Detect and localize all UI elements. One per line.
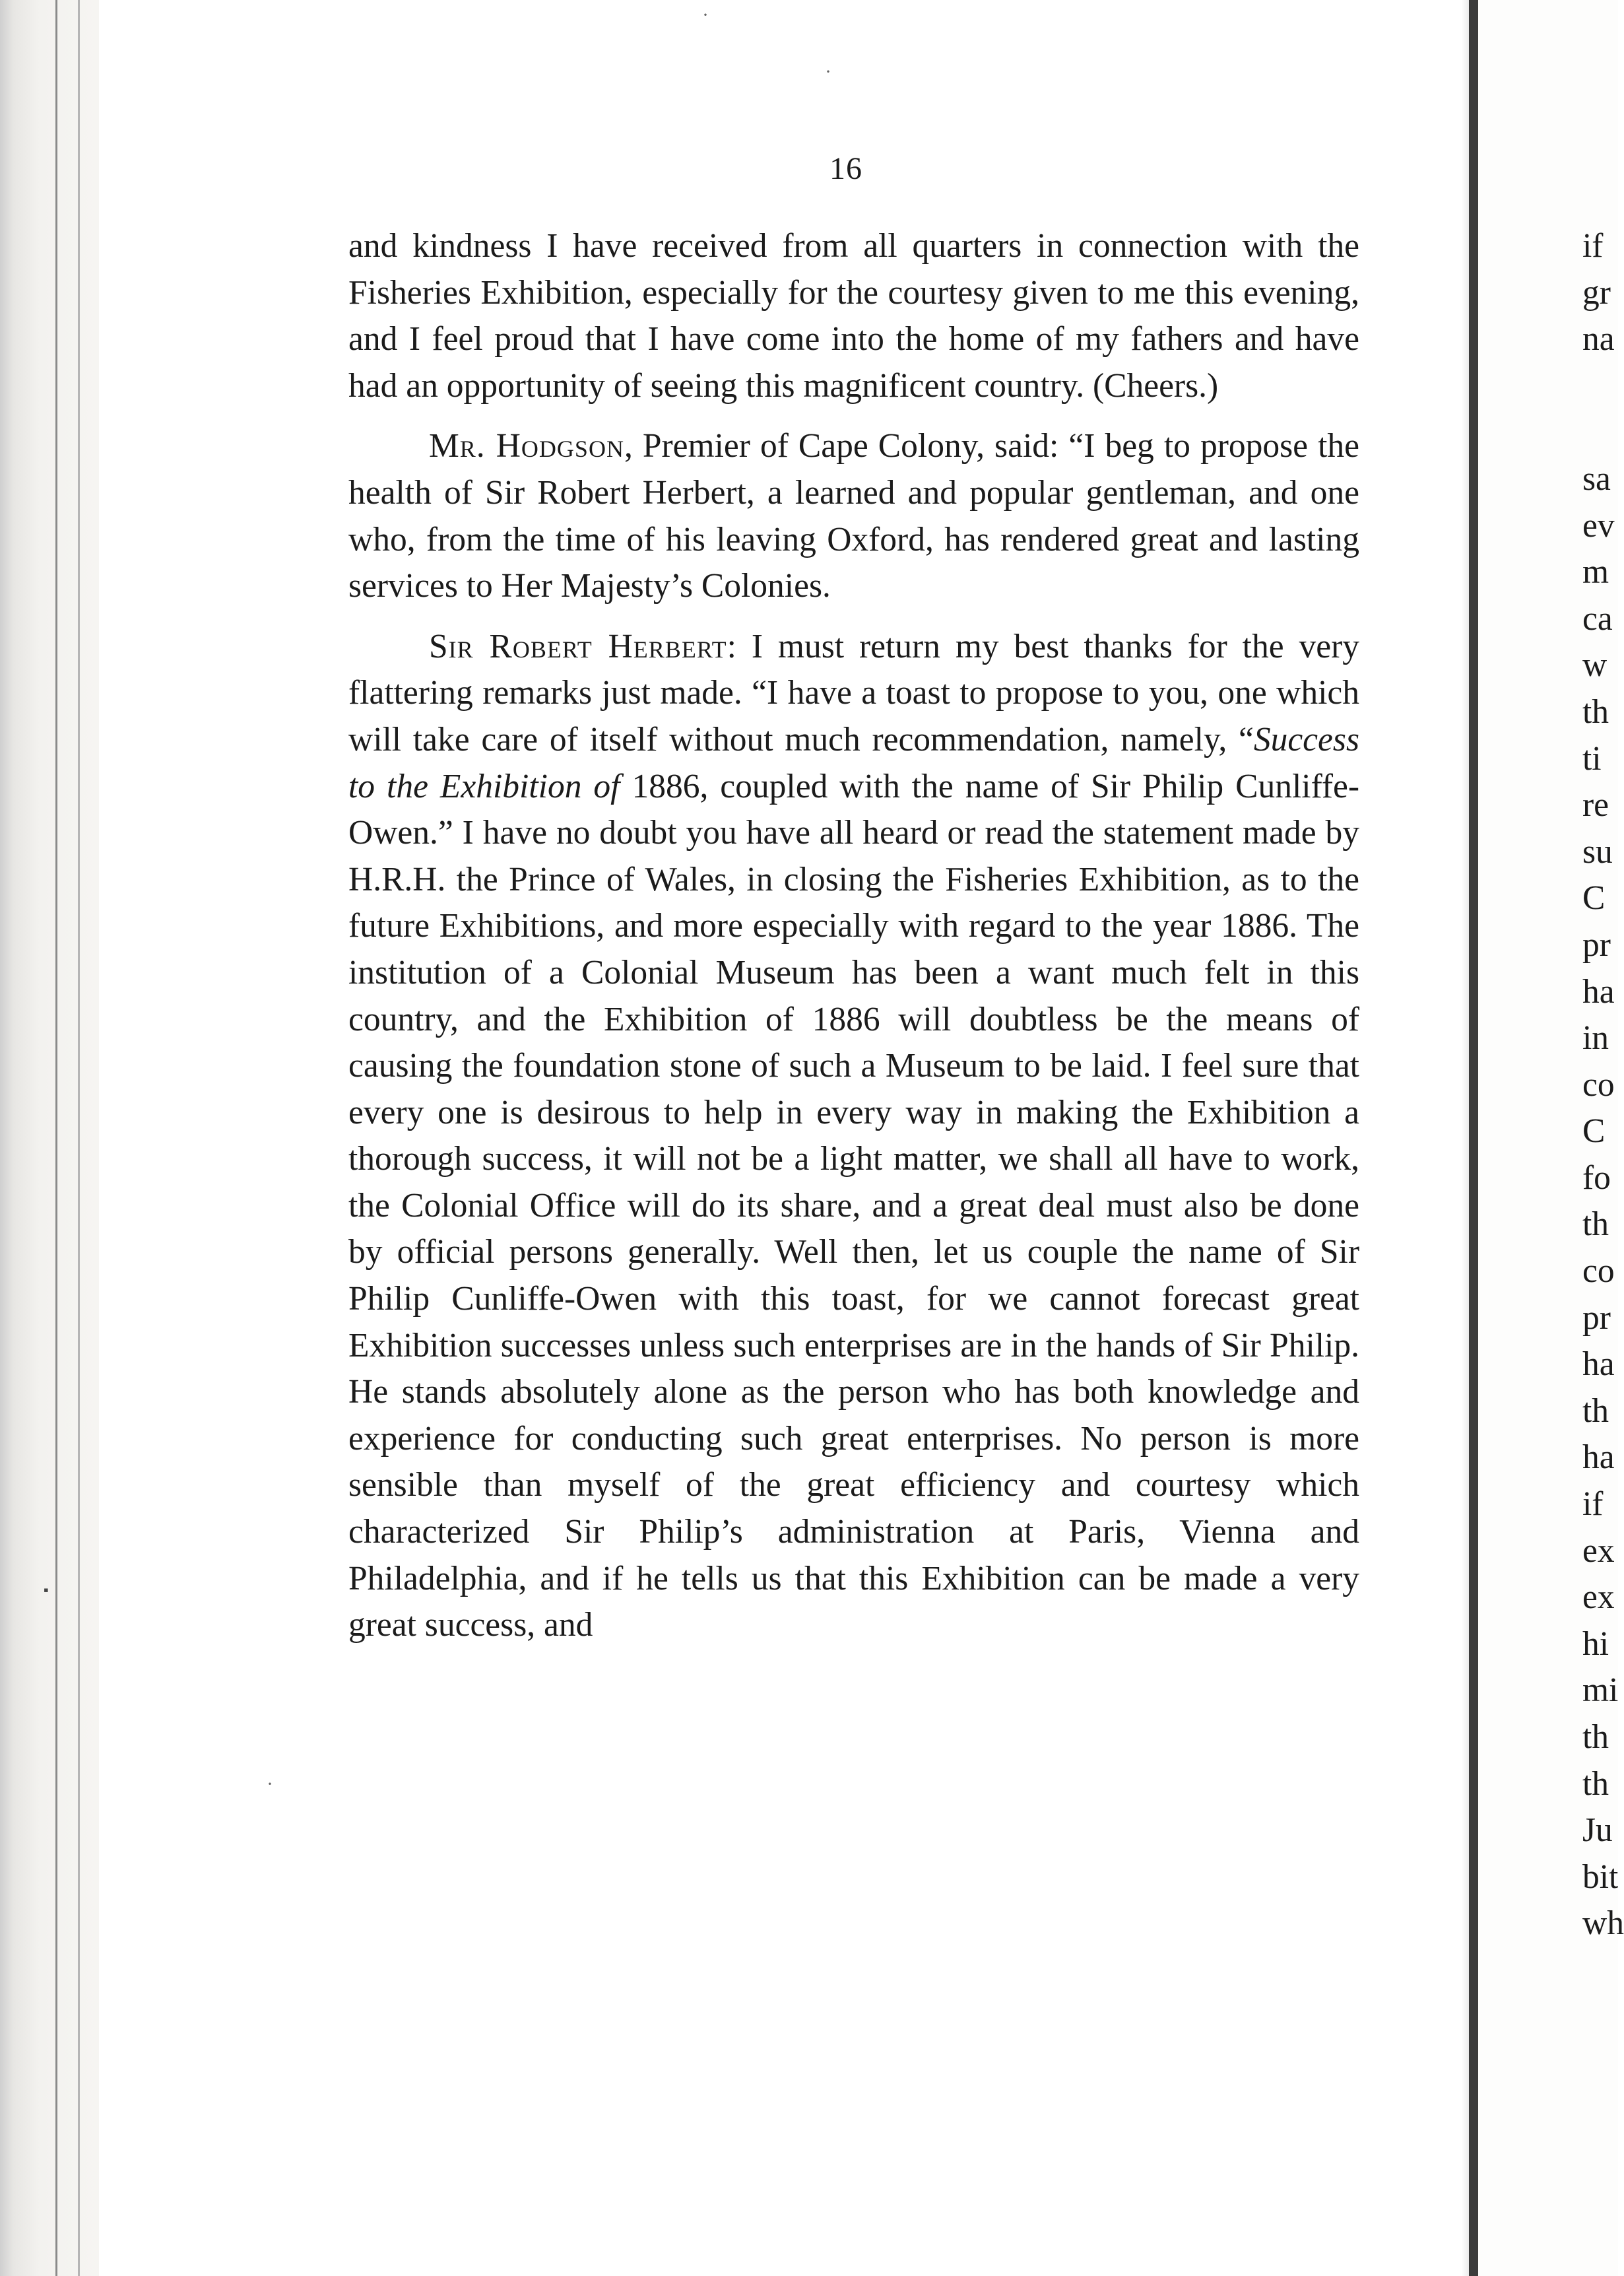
facing-line: wh [1582, 1904, 1624, 1943]
page-spine-divider [1469, 0, 1478, 2276]
paragraph-hodgson [348, 423, 1359, 609]
facing-line: ex [1582, 1531, 1615, 1570]
facing-line: ex [1582, 1578, 1615, 1617]
facing-line: gr [1582, 273, 1611, 312]
facing-line [1582, 363, 1618, 410]
facing-line: in [1582, 1019, 1609, 1057]
facing-line: w [1582, 646, 1608, 685]
facing-line: C [1582, 1112, 1606, 1151]
facing-line: if [1582, 1485, 1604, 1523]
facing-line: re [1582, 786, 1609, 824]
facing-line: C [1582, 879, 1606, 918]
spine-shadow [1462, 0, 1469, 2276]
facing-line: th [1582, 1391, 1609, 1430]
binding-gutter [0, 0, 99, 2276]
facing-line: fo [1582, 1158, 1611, 1197]
facing-line: th [1582, 1205, 1609, 1244]
paragraph-continuation [348, 223, 1359, 409]
facing-line: th [1582, 692, 1609, 731]
speaker-name: Sir Robert Herbert [429, 627, 727, 665]
facing-line: bit [1582, 1858, 1619, 1896]
facing-line: sa [1582, 459, 1611, 498]
facing-line: mi [1582, 1671, 1619, 1710]
paragraph-text: 1886, coupled with the name of Sir Philip Cunliffe-Owen.” I have no doubt you have all heard or read the statement made by H.R.H. the Prince of Wales, in closing the Fisheries Exhibition, as to the future Exhibitions, and more especially with regard to the year 1886. The institution of a Colonial Museum has been a want much felt in this country, and the Exhibition of 1886 will doubtless be the means of causing the foundation stone of such a Museum to be laid. I feel sure that every one is desirous to help in every way in making the Exhibition a thorough success, it will not be a light matter, we shall all have to work, the Colonial Office will do its share, and a great deal must also be done by official persons generally. Well then, let us couple the name of Sir Philip Cunliffe-Owen with this toast, for we cannot forecast great Exhibition successes unless such enterprises are in the hands of Sir Philip. He stands absolutely alone as the person who has both knowledge and experience for conducting such great enterprises. No person is more sensible than myself of the great efficiency and courtesy which characterized Sir Philip’s administration at Paris, Vienna and Philadelphia, and if he tells us that this Exhibition can be made a very great success, and [348, 767, 1359, 1644]
facing-line: ev [1582, 506, 1615, 545]
facing-line: if [1582, 227, 1604, 265]
facing-line: th [1582, 1764, 1609, 1803]
scan-speck: · [267, 1773, 273, 1795]
facing-line: co [1582, 1065, 1615, 1104]
facing-line: Ju [1582, 1811, 1613, 1850]
scan-speck: · [702, 4, 709, 26]
facing-line [1582, 409, 1618, 456]
facing-line: m [1582, 553, 1609, 591]
facing-line: co [1582, 1252, 1615, 1290]
facing-line: pr [1582, 1298, 1611, 1337]
scan-speck: · [825, 61, 831, 83]
page-number [0, 151, 1618, 187]
paragraph-herbert [348, 624, 1359, 1649]
facing-line: ti [1582, 739, 1602, 778]
scan-speck: ▪ [44, 1582, 49, 1598]
page-edge-line [55, 0, 57, 2276]
facing-page-text [1582, 223, 1624, 1947]
toast-title-italic: Success to the Exhibition of [348, 720, 1359, 805]
facing-line: ha [1582, 972, 1615, 1011]
facing-line: ha [1582, 1438, 1615, 1477]
facing-line: ca [1582, 599, 1613, 638]
facing-line: na [1582, 320, 1615, 358]
speaker-name: Mr. Hodgson [429, 427, 624, 465]
facing-line: su [1582, 832, 1613, 871]
facing-line: hi [1582, 1624, 1609, 1663]
facing-line: ha [1582, 1345, 1615, 1384]
page-edge-line [78, 0, 80, 2276]
paragraph-text: , Premier of Cape Colony, said: “I beg to propose the health of Sir Robert Herbert, a learned and popular gentleman, and one who, from the time of his leaving Oxford, has rendered great and lasting services to Her Majesty’s Colonies. [348, 427, 1359, 605]
facing-line: pr [1582, 925, 1611, 964]
paragraph-text: : I must return my best thanks for the very flattering remarks just made. “I have a toast to propose to you, one which will take care of itself without much recommendation, namely, “ [348, 627, 1359, 758]
page-number-text: 16 [829, 151, 862, 186]
body-text [348, 223, 1359, 1649]
facing-line: th [1582, 1718, 1609, 1756]
paragraph-text: and kindness I have received from all quarters in connection with the Fisheries Exhibition, especially for the courtesy given to me this evening, and I feel proud that I have come into the home of my fathers and have had an opportunity of seeing this magnificent country. (Cheers.) [348, 227, 1359, 405]
